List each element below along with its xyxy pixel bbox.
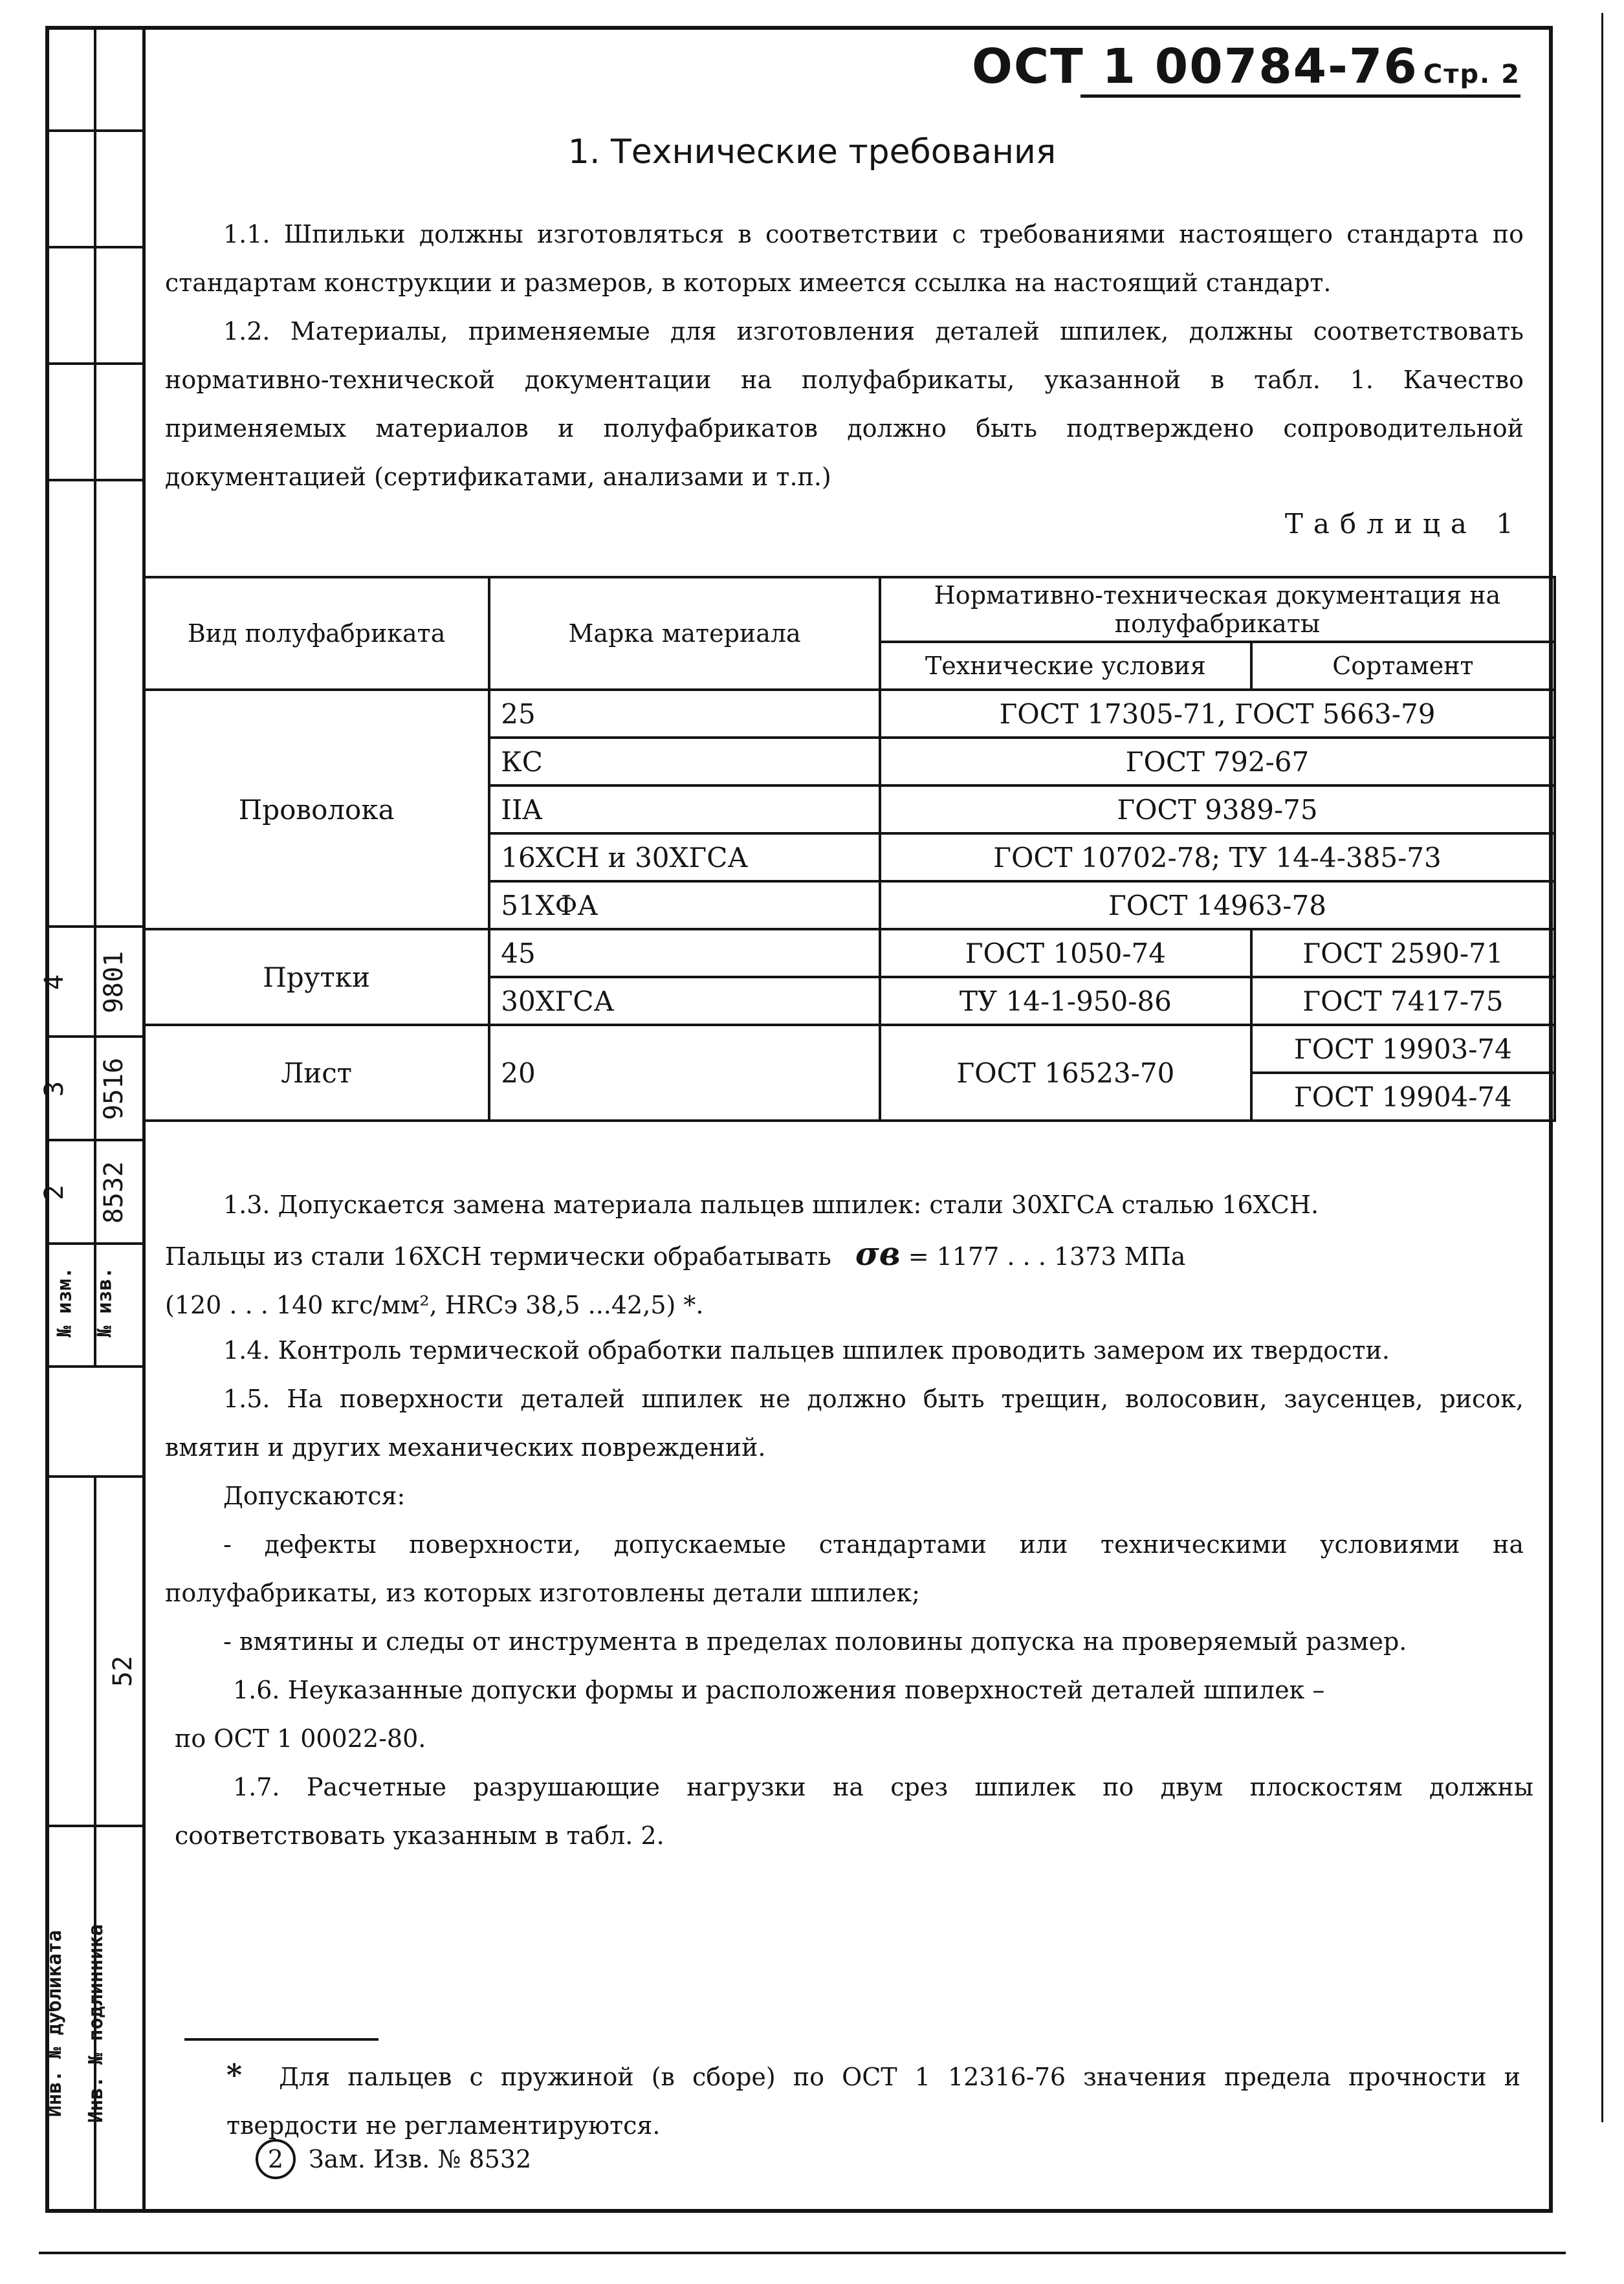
- footnote-rule: [184, 2038, 379, 2041]
- allowed-item-2: - вмятины и следы от инструмента в пределах половины допуска на проверяемый размер.: [223, 1627, 1407, 1656]
- margin-rev-3-doc: 9516: [99, 1057, 129, 1121]
- table-cell: 45: [489, 929, 880, 977]
- materials-table: [142, 576, 1556, 1122]
- header-grade: Марка материала: [489, 577, 880, 690]
- margin-dup-label: Инв. № дубликата: [43, 1930, 66, 2117]
- doc-code: ОСТ 1 00784-76: [972, 39, 1418, 94]
- scan-bottom-rule: [39, 2252, 1566, 2254]
- paragraph-1-1: 1.1. Шпильки должны изготовляться в соответствии с требованиями настоящего стандарта по стандартам конструкции и размеров, в которых имеется ссылка на настоящий стандарт.: [165, 220, 1524, 297]
- margin-rev-4-doc: 9801: [99, 950, 129, 1014]
- paragraph-1-2: 1.2. Материалы, применяемые для изготовления деталей шпилек, должны соответствовать нормативно-технической документации на полуфабрикаты, указанной в табл. 1. Качество применяемых материалов и полуфабрикатов должно быть подтверждено сопроводительной документацией (сертификатами, анализами и т.п.): [165, 317, 1524, 491]
- allowed-heading: Допускаются:: [223, 1482, 406, 1510]
- table-cell: ГОСТ 16523-70: [880, 1025, 1251, 1121]
- margin-sheet-no: 52: [108, 1655, 138, 1687]
- change-number-circle: 2: [256, 2139, 296, 2179]
- paragraph-1-6: 1.6. Неуказанные допуски формы и расположения поверхностей деталей шпилек – по ОСТ 1 00022-80.: [175, 1676, 1325, 1753]
- table-cell: 16ХСН и 30ХГСА: [489, 833, 880, 881]
- table-cell: ГОСТ 19903-74: [1251, 1025, 1555, 1073]
- sigma-symbol: σв: [855, 1235, 901, 1273]
- group-wire: Проволока: [144, 690, 489, 929]
- header-underline: [1081, 94, 1520, 98]
- paragraph-1-3: 1.3. Допускается замена материала пальцев шпилек: стали 30ХГСА сталью 16ХСН. Пальцы из стали 16ХСН термически обрабатывать σв = 1177 . . . 1373 МПа (120 . . . 140 кгс/мм², HRCэ 38,5 ...42,5) *.: [165, 1191, 1319, 1319]
- header-ntd: Нормативно-техническая документация на полуфабрикаты: [880, 577, 1555, 642]
- table-cell: 20: [489, 1025, 880, 1121]
- strip-center-line: [94, 26, 96, 1365]
- margin-orig-label: Инв. № подлинника: [85, 1924, 108, 2124]
- table-cell: КС: [489, 738, 880, 785]
- table-cell: ГОСТ 7417-75: [1251, 977, 1555, 1025]
- page-label: Стр. 2: [1423, 60, 1520, 89]
- margin-col-izm: № изм.: [53, 1267, 76, 1337]
- table-cell: ГОСТ 17305-71, ГОСТ 5663-79: [880, 690, 1555, 738]
- allowed-item-1: - дефекты поверхности, допускаемые стандартами или техническими условиями на полуфабрикаты, из которых изготовлены детали шпилек;: [165, 1530, 1524, 1607]
- margin-rev-2: 2: [39, 1184, 70, 1201]
- doc-header: [972, 39, 1520, 94]
- section-title: 1. Технические требования: [567, 133, 1057, 171]
- change-note: [256, 2135, 903, 2184]
- table-cell: ГОСТ 9389-75: [880, 785, 1555, 833]
- table-cell: ГОСТ 19904-74: [1251, 1073, 1555, 1121]
- table-cell: IIA: [489, 785, 880, 833]
- footnote-text: Для пальцев с пружиной (в сборе) по ОСТ 1 12316-76 значения предела прочности и твердости не регламентируются.: [226, 2063, 1520, 2140]
- scan-edge-rule: [1601, 13, 1603, 2122]
- margin-rev-3: 3: [39, 1081, 70, 1097]
- table-caption: Таблица 1: [1284, 508, 1524, 540]
- table-cell: ТУ 14-1-950-86: [880, 977, 1251, 1025]
- header-tech: Технические условия: [880, 642, 1251, 690]
- table-cell: ГОСТ 1050-74: [880, 929, 1251, 977]
- margin-col-izv: № изв.: [93, 1267, 116, 1337]
- table-cell: ГОСТ 2590-71: [1251, 929, 1555, 977]
- table-cell: 51ХФА: [489, 881, 880, 929]
- footnote-mark: *: [226, 2058, 243, 2092]
- group-sheet: Лист: [144, 1025, 489, 1121]
- strip-divider: [45, 1365, 146, 1368]
- margin-rev-2-doc: 8532: [99, 1161, 129, 1224]
- paragraph-1-7: 1.7. Расчетные разрушающие нагрузки на срез шпилек по двум плоскостям должны соответствовать указанным в табл. 2.: [175, 1773, 1533, 1850]
- paragraph-1-4: 1.4. Контроль термической обработки пальцев шпилек проводить замером их твердости.: [223, 1336, 1390, 1365]
- change-note-text: Зам. Изв. № 8532: [309, 2145, 532, 2173]
- margin-rev-4: 4: [39, 974, 70, 991]
- paragraph-1-5: 1.5. На поверхности деталей шпилек не должно быть трещин, волосовин, заусенцев, рисок, вмятин и других механических повреждений.: [165, 1385, 1524, 1462]
- header-assortment: Сортамент: [1251, 642, 1555, 690]
- table-cell: ГОСТ 10702-78; ТУ 14-4-385-73: [880, 833, 1555, 881]
- group-bars: Прутки: [144, 929, 489, 1025]
- table-cell: ГОСТ 14963-78: [880, 881, 1555, 929]
- table-cell: 25: [489, 690, 880, 738]
- header-kind: Вид полуфабриката: [144, 577, 489, 690]
- table-cell: ГОСТ 792-67: [880, 738, 1555, 785]
- table-cell: 30ХГСА: [489, 977, 880, 1025]
